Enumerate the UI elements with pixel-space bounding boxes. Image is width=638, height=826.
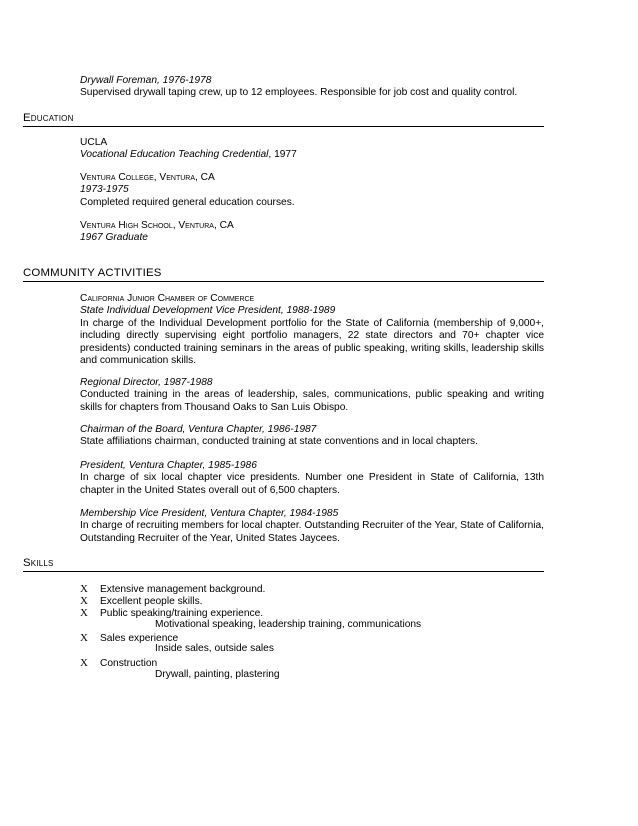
community-role-3 bbox=[80, 424, 544, 449]
role-title: Chairman of the Board, Ventura Chapter, 1986-1987 bbox=[80, 424, 317, 435]
job-description: Supervised drywall taping crew, up to 12 employees. Responsible for job cost and quality control. bbox=[80, 87, 518, 99]
role-title: President, Ventura Chapter, 1985-1986 bbox=[80, 460, 257, 471]
role-title: Membership Vice President, Ventura Chapter, 1984-1985 bbox=[80, 508, 339, 519]
community-role-2 bbox=[80, 377, 544, 414]
school-graduation: 1967 Graduate bbox=[80, 232, 148, 244]
skill-subitem: Drywall, painting, plastering bbox=[155, 669, 280, 680]
community-role-5 bbox=[80, 508, 544, 545]
education-ventura-high bbox=[80, 220, 544, 245]
education-ucla bbox=[80, 137, 544, 162]
section-heading-skills: Skills bbox=[23, 557, 544, 572]
school-name: Ventura High School, Ventura, CA bbox=[80, 220, 234, 231]
role-description: In charge of the Individual Development portfolio for the State of California (membership of 9,000+, including directly supervising eight portfolio managers, 22 state directors and 70+ chapter vice presidents) conducted training seminars in the areas of public speaking, writing skills, leadership skills and communication skills. bbox=[80, 317, 544, 367]
bullet-x-icon: X bbox=[80, 595, 88, 607]
section-heading-community: COMMUNITY ACTIVITIES bbox=[23, 267, 544, 282]
skill-item: X Construction bbox=[80, 657, 158, 669]
bullet-x-icon: X bbox=[80, 657, 88, 669]
role-description: State affiliations chairman, conducted training at state conventions and in local chapters. bbox=[80, 436, 478, 448]
skill-item: X Excellent people skills. bbox=[80, 595, 203, 607]
job-title: Drywall Foreman, 1976-1978 bbox=[80, 75, 212, 86]
education-ventura-college bbox=[80, 172, 544, 209]
organization-name: California Junior Chamber of Commerce bbox=[80, 293, 255, 304]
section-heading-education: Education bbox=[23, 112, 544, 127]
skill-item: X Public speaking/training experience. bbox=[80, 607, 264, 619]
role-description: In charge of six local chapter vice presidents. Number one President in State of California, 13th chapter in the United States overall out of 6,500 chapters. bbox=[80, 472, 544, 496]
bullet-x-icon: X bbox=[80, 583, 88, 595]
community-role-4 bbox=[80, 460, 544, 497]
role-title: State Individual Development Vice President, 1988-1989 bbox=[80, 305, 336, 317]
skill-subitem: Inside sales, outside sales bbox=[155, 643, 274, 654]
school-description: Completed required general education courses. bbox=[80, 196, 295, 208]
school-years: 1973-1975 bbox=[80, 184, 129, 196]
skill-subitem: Motivational speaking, leadership training, communications bbox=[155, 619, 422, 630]
role-title: Regional Director, 1987-1988 bbox=[80, 377, 213, 388]
skill-item: X Sales experience bbox=[80, 632, 179, 644]
role-description: In charge of recruiting members for local chapter. Outstanding Recruiter of the Year, State of California, Outstanding Recruiter of the Year, United States Jaycees. bbox=[80, 520, 544, 544]
school-detail: Vocational Education Teaching Credential, 1977 bbox=[80, 149, 297, 161]
drywall-experience bbox=[80, 75, 544, 100]
role-description: Conducted training in the areas of leadership, sales, communications, public speaking and writing skills for chapters from Thousand Oaks to San Luis Obispo. bbox=[80, 389, 544, 413]
bullet-x-icon: X bbox=[80, 632, 88, 644]
school-name: UCLA bbox=[80, 137, 108, 148]
school-name: Ventura College, Ventura, CA bbox=[80, 172, 215, 183]
bullet-x-icon: X bbox=[80, 607, 88, 619]
skill-item: X Extensive management background. bbox=[80, 583, 266, 595]
community-role-1 bbox=[80, 293, 544, 367]
